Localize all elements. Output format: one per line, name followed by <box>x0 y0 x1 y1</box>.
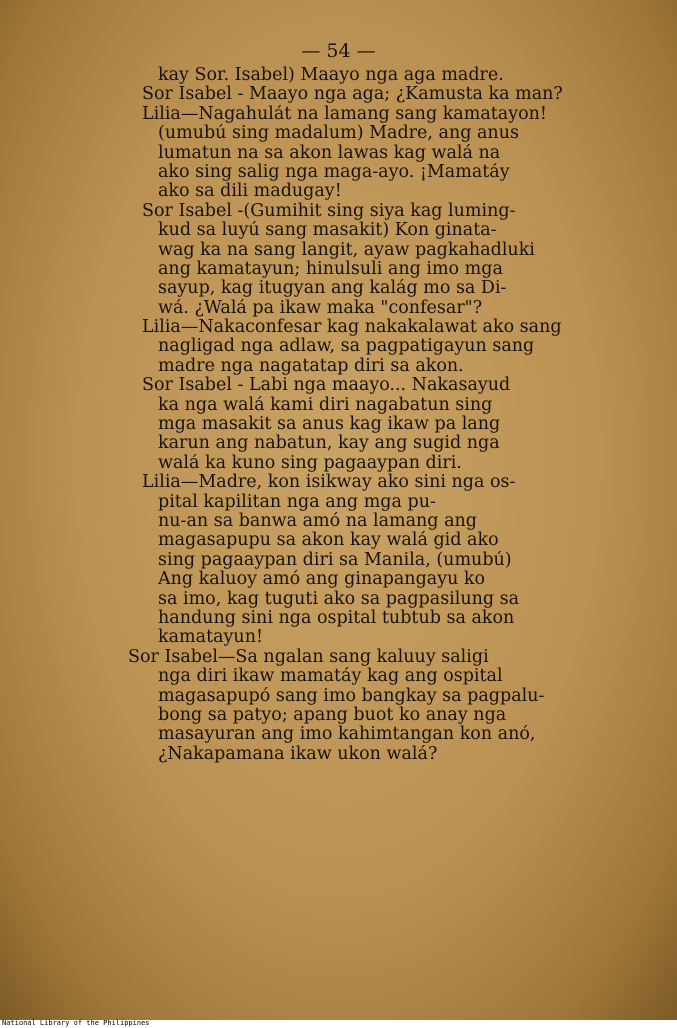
text-line: nga diri ikaw mamatáy kag ang ospital <box>158 667 503 687</box>
text-line: ka nga walá kami diri nagabatun sing <box>158 395 493 415</box>
text-line: sayup, kag itugyan ang kalág mo sa Di- <box>158 279 507 299</box>
text-line: wá. ¿Walá pa ikaw maka "confesar"? <box>158 298 483 318</box>
text-line: sing pagaaypan diri sa Manila, (umubú) <box>158 550 512 570</box>
text-line: kud sa luyú sang masakit) Kon ginata- <box>158 221 497 241</box>
text-line: kamatayun! <box>158 628 263 648</box>
text-line: nagligad nga adlaw, sa pagpatigayun sang <box>158 337 535 357</box>
text-line: ang kamatayun; hinulsuli ang imo mga <box>158 259 503 279</box>
text-line: Lilia—Nagahulát na lamang sang kamatayon! <box>142 104 547 124</box>
text-line: ako sing salig nga maga-ayo. ¡Mamatáy <box>158 162 510 182</box>
text-line: (umubú sing madalum) Madre, ang anus <box>158 124 519 144</box>
text-line: walá ka kuno sing pagaaypan diri. <box>158 453 462 473</box>
text-line: bong sa patyo; apang buot ko anay nga <box>158 705 507 725</box>
text-line: karun ang nabatun, kay ang sugid nga <box>158 434 500 454</box>
text-line: lumatun na sa akon lawas kag walá na <box>158 143 501 163</box>
text-line: magasapupu sa akon kay walá gid ako <box>158 531 499 551</box>
play-text <box>128 66 633 764</box>
text-line: handung sini nga ospital tubtub sa akon <box>158 608 515 628</box>
text-line: kay Sor. Isabel) Maayo nga aga madre. <box>158 66 504 85</box>
text-line: Ang kaluoy amó ang ginapangayu ko <box>158 570 486 590</box>
text-line: ¿Nakapamana ikaw ukon walá? <box>158 744 438 764</box>
text-line: mga masakit sa anus kag ikaw pa lang <box>158 415 501 435</box>
text-line: wag ka na sang langit, ayaw pagkahadluki <box>158 240 535 260</box>
page-number: — 54 — <box>301 40 376 62</box>
text-line: magasapupó sang imo bangkay sa pagpalu- <box>158 686 545 706</box>
text-line: ako sa dili madugay! <box>158 182 342 202</box>
text-line: Lilia—Madre, kon isikway ako sini nga os- <box>142 473 516 493</box>
text-line: Lilia—Nakaconfesar kag nakakalawat ako sang <box>142 318 562 338</box>
text-line: masayuran ang imo kahimtangan kon anó, <box>158 725 536 745</box>
text-line: pital kapilitan nga ang mga pu- <box>158 492 436 512</box>
text-line: Sor Isabel -(Gumihit sing siya kag luming- <box>142 201 516 221</box>
text-line: Sor Isabel - Maayo nga aga; ¿Kamusta ka man? <box>142 85 563 105</box>
library-credit: National Library of the Philippines <box>2 1019 150 1027</box>
text-line: nu-an sa banwa amó na lamang ang <box>158 511 477 531</box>
text-line: sa imo, kag tuguti ako sa pagpasilung sa <box>158 589 520 609</box>
text-line: Sor Isabel - Labi nga maayo... Nakasayud <box>142 376 511 396</box>
text-line: madre nga nagatatap diri sa akon. <box>158 356 464 376</box>
text-line: Sor Isabel—Sa ngalan sang kaluuy saligi <box>128 647 489 667</box>
